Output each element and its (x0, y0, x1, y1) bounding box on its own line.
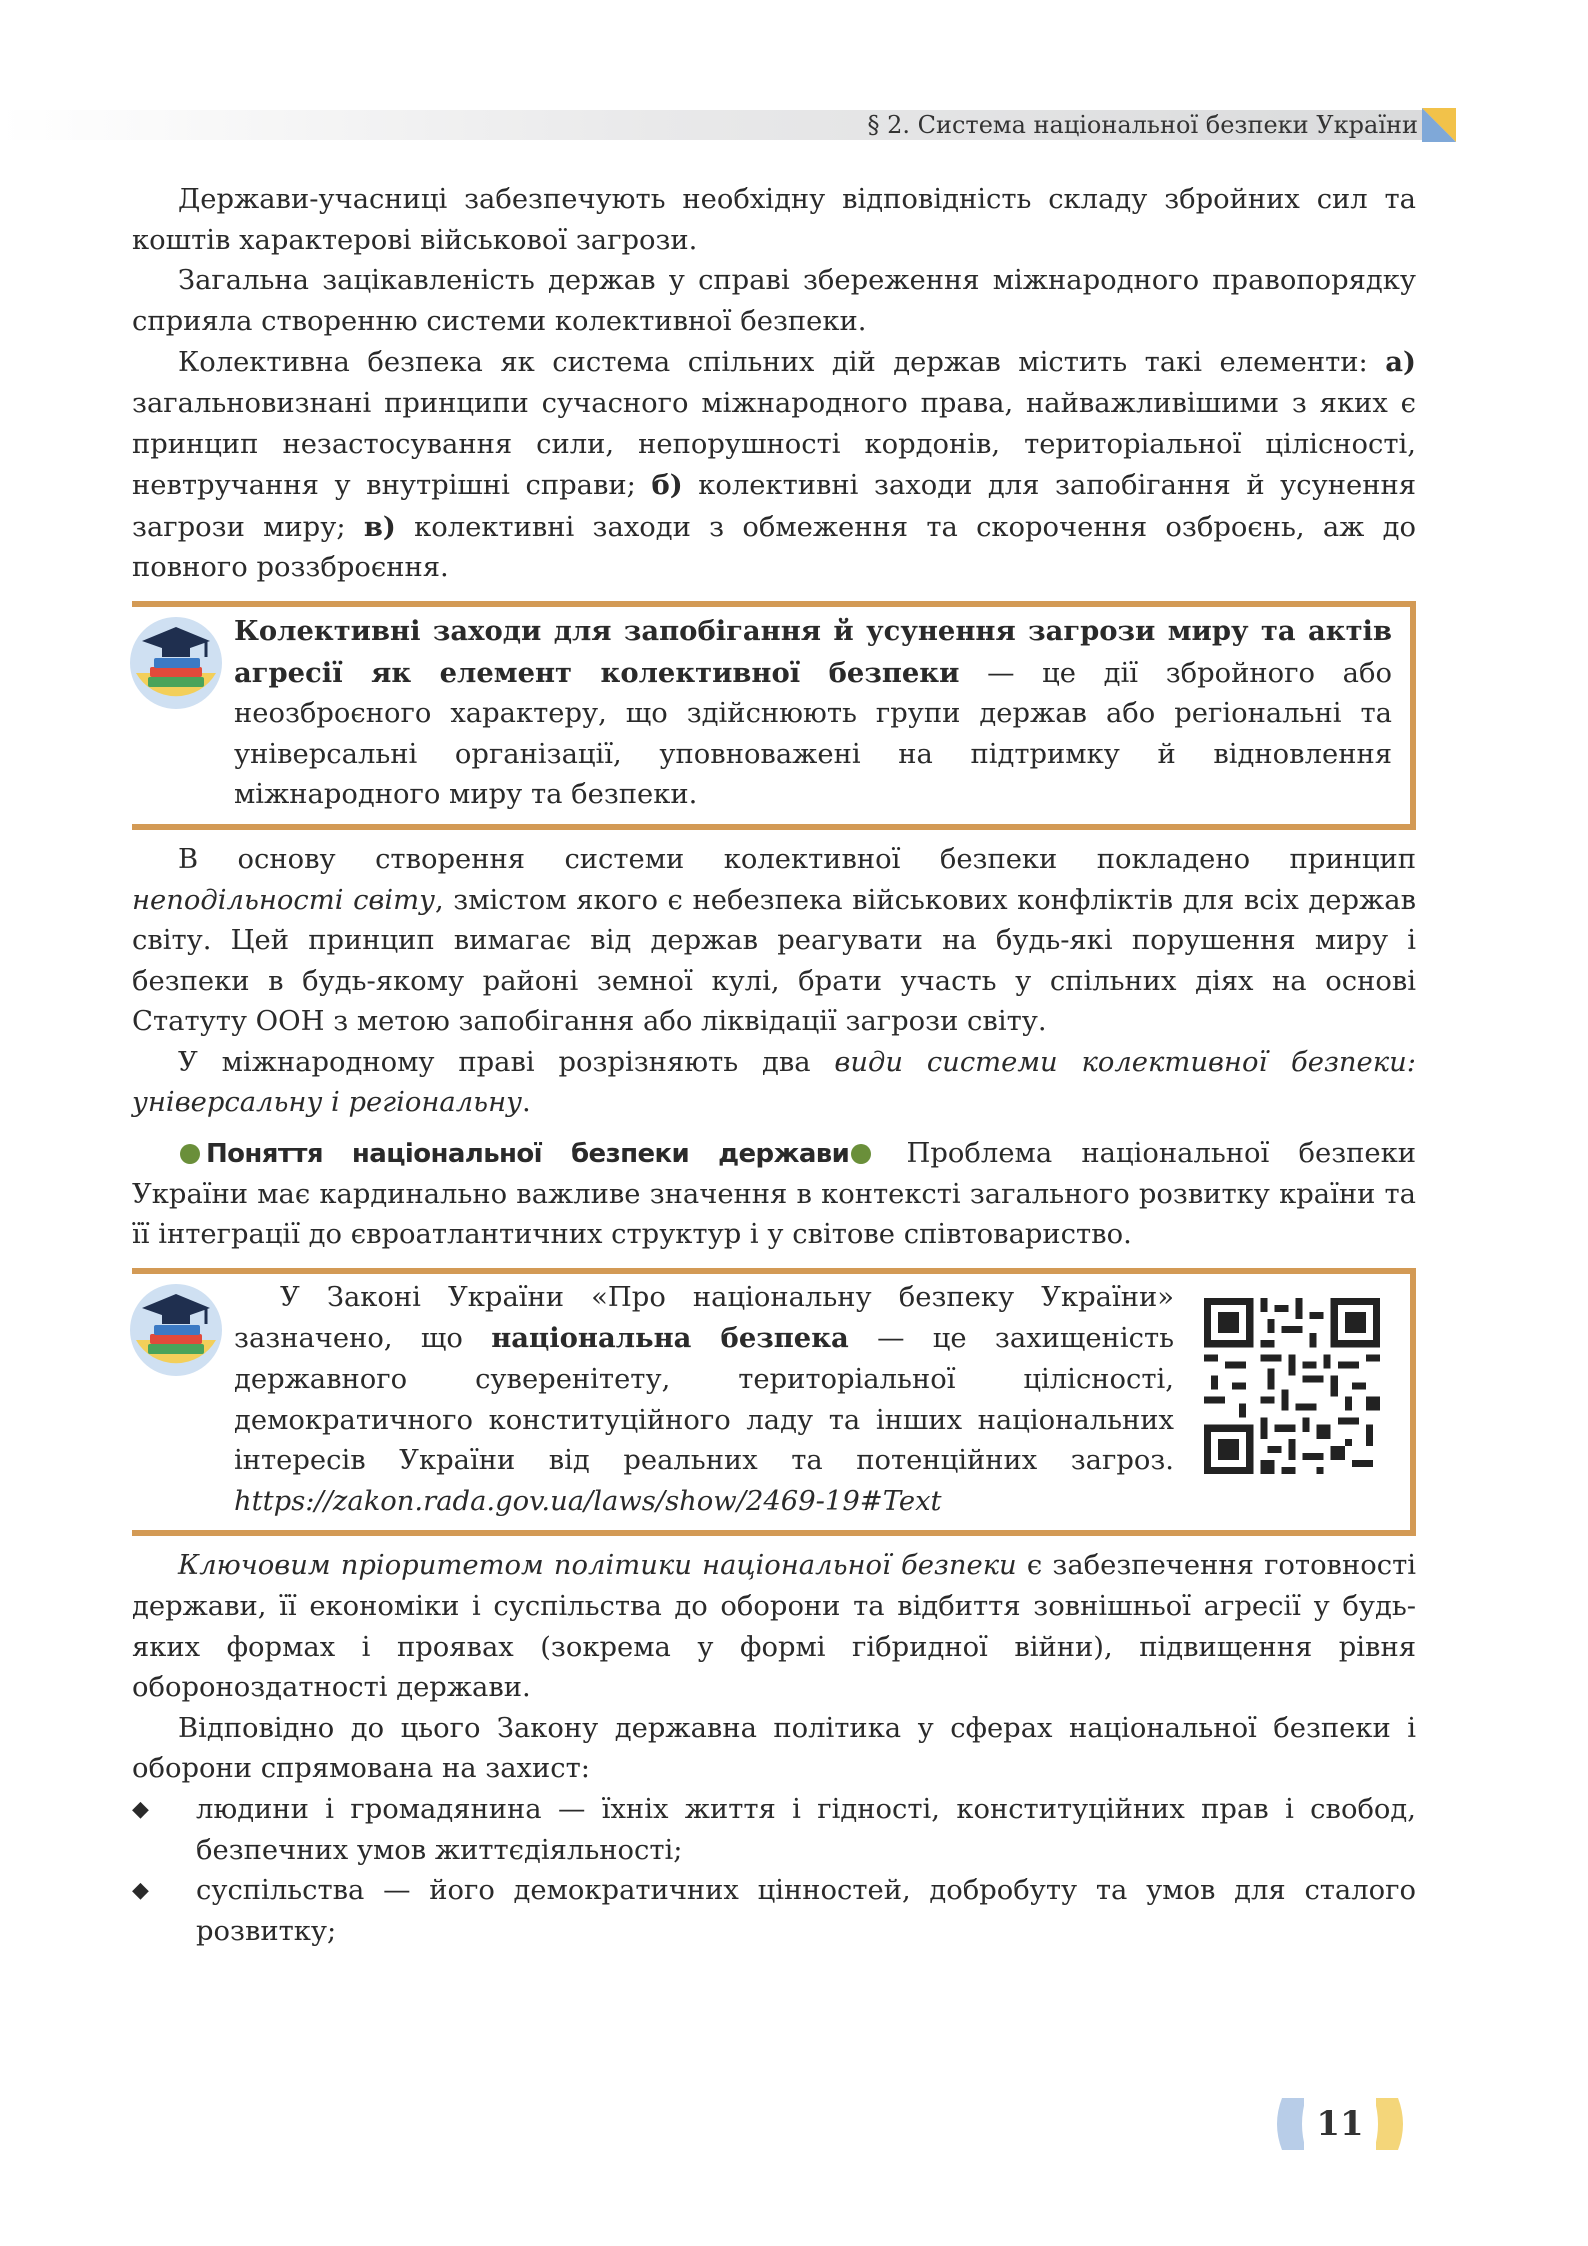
law-quote-text (234, 1278, 1174, 1523)
list-item-text: людини і громадянина — їхніх життя і гідності, конституційних прав і свобод, безпечних умов життєдіяльності; (196, 1793, 1416, 1866)
header-corner-decoration (1422, 108, 1456, 142)
paragraph-3 (132, 342, 1416, 589)
definition-text (234, 611, 1392, 816)
diamond-bullet-icon: ◆ (132, 1796, 149, 1822)
paragraph-7 (132, 1546, 1416, 1708)
paragraph-4-a: В основу створення системи колективної безпеки покладено принцип (178, 843, 1416, 875)
paragraph-4 (132, 840, 1416, 1043)
paragraph-5-a: У міжнародному праві розрізняють два (178, 1046, 835, 1078)
paragraph-1: Держави-учасниці забезпечують необхідну відповідність складу збройних сил та коштів характерові військової загрози. (132, 184, 1416, 256)
law-box-body (132, 1278, 1392, 1523)
paragraph-8: Відповідно до цього Закону державна політика у сферах національної безпеки і оборони спрямована на захист: (132, 1712, 1416, 1785)
graduation-cap-books-icon (126, 611, 226, 711)
list-item (132, 1871, 1416, 1952)
running-header-title: § 2. Система національної безпеки України (867, 111, 1418, 139)
definition-body: — це дії збройного або неозброєного характеру, що здійснюють групи держав або регіональні та універсальні організації, уповноважені на підтримку й відновлення міжнародного миру та безпеки. (234, 657, 1392, 811)
section-intro-text: Проблема національної безпеки України має кардинально важливе значення в контексті загального розвитку країни та її інтеграції до євроатлантичних структур і у світове співтовариство. (132, 1138, 1416, 1251)
diamond-bullet-icon: ◆ (132, 1878, 149, 1904)
paragraph-2: Загальна зацікавленість держав у справі збереження міжнародного правопорядку сприяла створенню системи колективної безпеки. (132, 265, 1416, 337)
paragraph-4-b: , змістом якого є небезпека військових конфліктів для всіх держав світу. Цей принцип вимагає від держав реагувати на будь-які порушення миру і безпеки в будь-якому районі земної кулі, брати участь у спільних діях на основі Статуту ООН з метою запобігання або ліквідації загрози світу. (132, 884, 1416, 1038)
definition-box (132, 601, 1416, 830)
green-dot-icon (180, 1144, 200, 1164)
list-item (132, 1790, 1416, 1871)
paragraph-5-b: . (522, 1087, 531, 1119)
paragraph-5 (132, 1043, 1416, 1124)
page-number-badge (1268, 2092, 1412, 2156)
item-label-a: а) (1385, 346, 1416, 379)
list-item-text: суспільства — його демократичних цінностей, добробуту та умов для сталого розвитку; (196, 1875, 1416, 1947)
section-heading-paragraph (132, 1134, 1416, 1256)
qr-code-icon[interactable] (1204, 1298, 1380, 1474)
definition-term: Колективні заходи для запобігання й усунення загрози миру та актів агресії як елемент колективної безпеки (234, 614, 1392, 689)
item-label-c: в) (363, 510, 396, 543)
item-label-b: б) (651, 469, 683, 502)
law-quote-intro: У Законі України «Про національну безпеку України» зазначено, що (234, 1281, 1174, 1355)
paragraph-7-emphasis: Ключовим пріоритетом політики національної безпеки (178, 1550, 1017, 1582)
paragraph-7-b: є забезпечення готовності держави, її економіки і суспільства до оборони та відбиття зовнішньої агресії у будь-яких формах і проявах (зокрема у формі гібридної війни), підвищення рівня обороноздатності держави. (132, 1550, 1416, 1704)
item-text-b: колективні заходи для запобігання й усунення загрози миру; (132, 470, 1417, 543)
item-text-a: загальновизнані принципи сучасного міжнародного права, найважливішими з яких є принцип незастосування сили, непорушності кордонів, територіальної цілісності, невтручання у внутрішні справи; (132, 387, 1416, 502)
law-quote-box (132, 1268, 1416, 1537)
section-heading: Поняття національної безпеки держави (206, 1139, 850, 1170)
law-link[interactable]: https://zakon.rada.gov.ua/laws/show/2469-19#Text (234, 1485, 942, 1517)
paragraph-3-intro: Колективна безпека як система спільних дій держав містить такі елементи: (178, 347, 1386, 379)
law-term: національна безпека (491, 1322, 849, 1355)
page-content (132, 180, 1416, 1952)
paragraph-5-emphasis: види системи колективної безпеки: універсальну і регіональну (132, 1046, 1416, 1119)
law-definition: — це захищеність державного суверенітету, територіальної цілісності, демократичного конституційного ладу та інших національних інтересів України від реальних та потенційних загроз. (234, 1323, 1175, 1477)
item-text-c: колективні заходи з обмеження та скорочення озброєнь, аж до повного роззброєння. (132, 511, 1416, 584)
paragraph-4-emphasis: неподільності світу (132, 884, 435, 916)
protection-list (132, 1790, 1416, 1952)
graduation-cap-books-icon (126, 1278, 226, 1378)
page-number: 11 (1316, 2104, 1364, 2144)
green-dot-icon (851, 1144, 871, 1164)
